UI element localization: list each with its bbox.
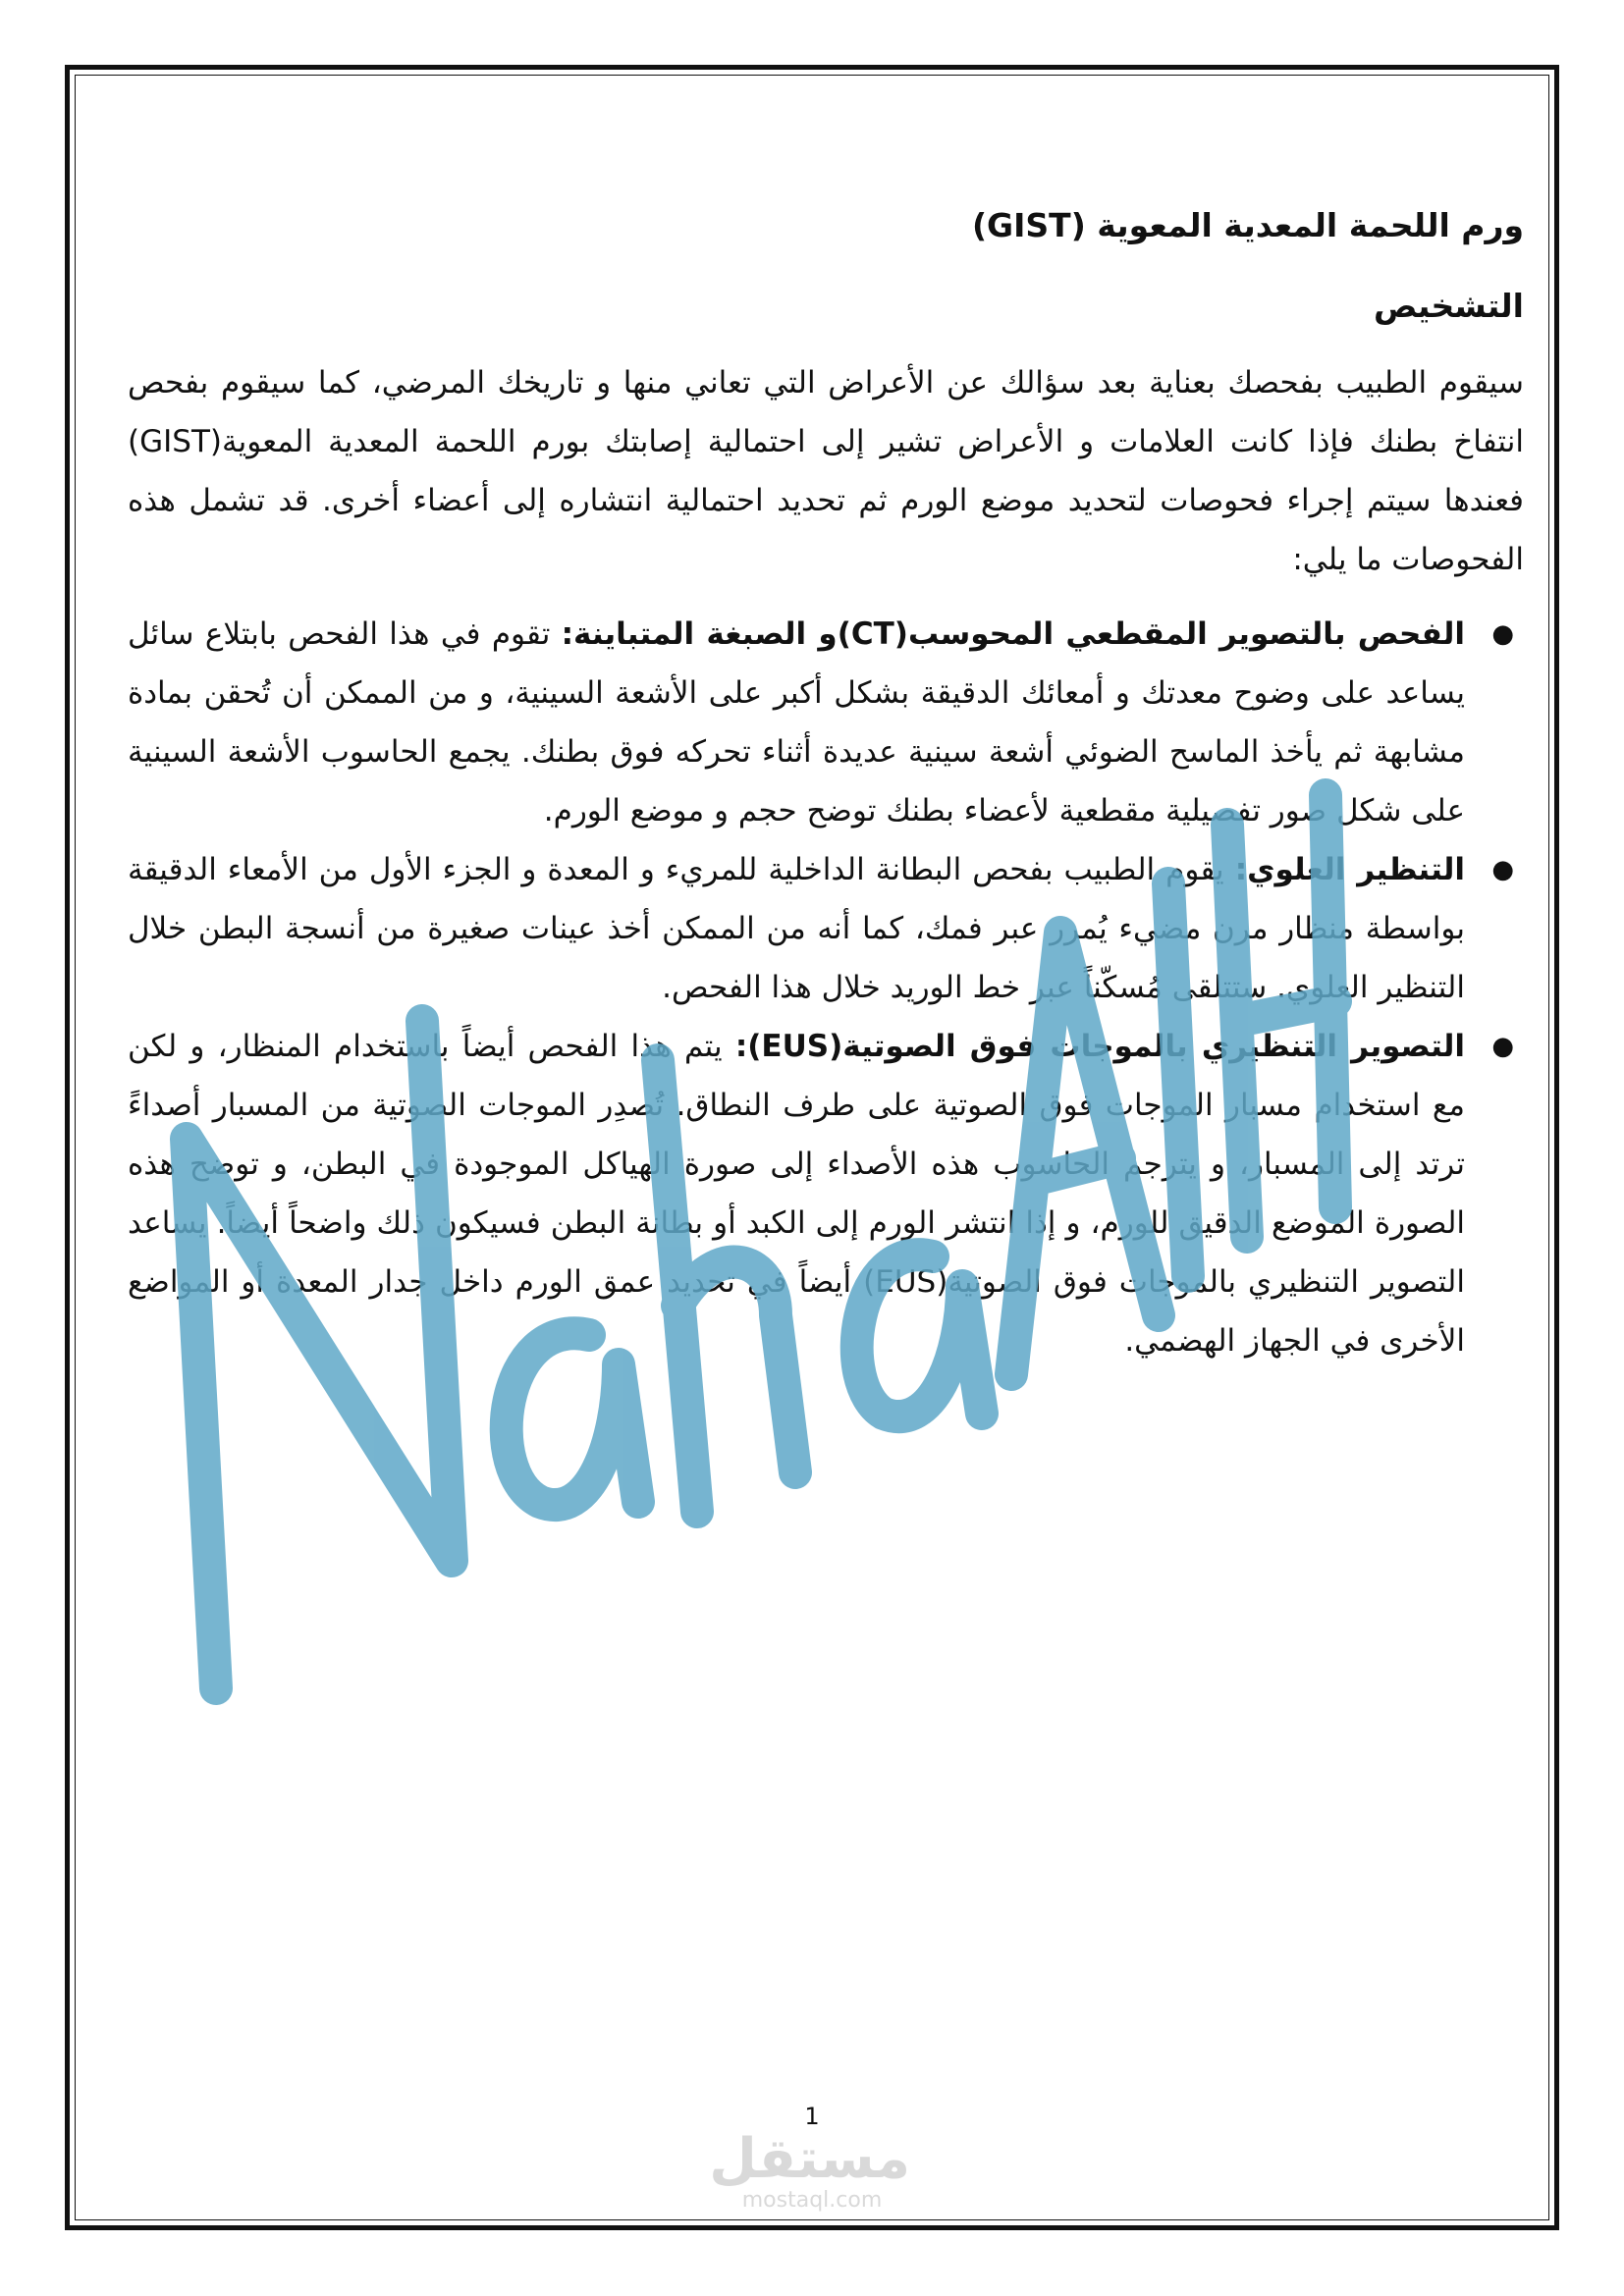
document-title: ورم اللحمة المعدية المعوية (GIST) bbox=[971, 206, 1524, 244]
bullet-text: يتم هذا الفحص أيضاً باستخدام المنظار، و لكن مع استخدام مسبار الموجات فوق الصوتية على طرف النطاق. تُصدِر الموجات الصوتية من المسبار أصداءً ترتد إلى المسبار، و يترجم الحاسوب هذه الأصداء إلى صورة الهياكل الموجودة في البطن، و توضح هذه الصورة الموضع الدقيق للورم، و إذا انتشر الورم إلى الكبد أو بطانة البطن فسيكون ذلك واضحاً أيضاً. يساعد التصوير التنظيري بالموجات فوق الصوتية(EUS) أيضاً في تحديد عمق الورم داخل جدار المعدة أو المواضع الأخرى في الجهاز الهضمي. bbox=[128, 1029, 1465, 1359]
list-item bbox=[128, 840, 1514, 1017]
document-body bbox=[128, 196, 1524, 1370]
section-heading: التشخيص bbox=[1373, 287, 1524, 325]
watermark-text: Maha Al Hallaq bbox=[682, 1807, 830, 1831]
list-item bbox=[128, 605, 1514, 840]
page-number: 1 bbox=[804, 2103, 820, 2130]
exam-list bbox=[128, 605, 1524, 1370]
bullet-text: تقوم في هذا الفحص بابتلاع سائل يساعد على وضوح معدتك و أمعائك الدقيقة بشكل أكبر على الأشعة السينية، و من الممكن أن تُحقن بمادة مشابهة ثم يأخذ الماسح الضوئي أشعة سينية عديدة أثناء تحركه فوق بطنك. يجمع الحاسوب الأشعة السينية على شكل صور تفصيلية مقطعية لأعضاء بطنك توضح حجم و موضع الورم. bbox=[128, 616, 1465, 828]
logo-latin: mostaql.com bbox=[741, 2188, 883, 2213]
logo-arabic: مستقل bbox=[709, 2127, 910, 2191]
bullet-text: يقوم الطبيب بفحص البطانة الداخلية للمريء و المعدة و الجزء الأول من الأمعاء الدقيقة بواسطة منظار مرن مضيء يُمرر عبر فمك، كما أنه من الممكن أخذ عينات صغيرة من أنسجة البطن خلال التنظير العلوي. ستتلقى مُسكّناً عبر خط الوريد خلال هذا الفحص. bbox=[128, 852, 1465, 1005]
list-item bbox=[128, 1017, 1514, 1370]
bullet-icon: ● bbox=[1491, 619, 1514, 649]
bullet-icon: ● bbox=[1491, 1032, 1514, 1061]
intro-paragraph: سيقوم الطبيب بفحصك بعناية بعد سؤالك عن الأعراض التي تعاني منها و تاريخك المرضي، كما سيقوم بفحص انتفاخ بطنك فإذا كانت العلامات و الأعراض تشير إلى احتمالية إصابتك بورم اللحمة المعدية المعوية(GIST) فعندها سيتم إجراء فحوصات لتحديد موضع الورم ثم تحديد احتمالية انتشاره إلى أعضاء أخرى. قد تشمل هذه الفحوصات ما يلي: bbox=[128, 365, 1524, 577]
bullet-term: التصوير التنظيري بالموجات فوق الصوتية(EUS): bbox=[734, 1029, 1465, 1064]
bullet-term: التنظير العلوي: bbox=[1234, 852, 1465, 887]
bullet-icon: ● bbox=[1491, 855, 1514, 884]
bullet-term: الفحص بالتصوير المقطعي المحوسب(CT)و الصبغة المتباينة: bbox=[561, 616, 1465, 652]
